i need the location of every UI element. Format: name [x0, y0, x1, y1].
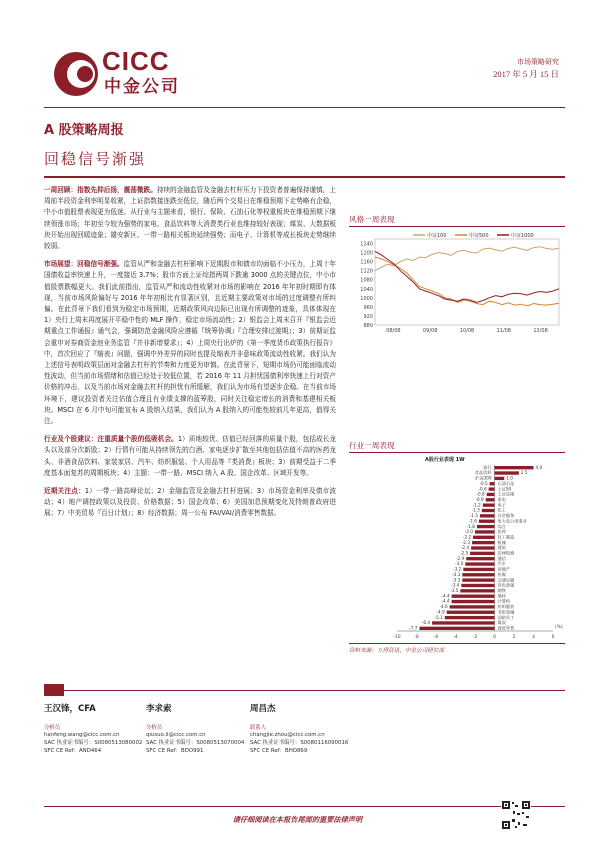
paragraph-lead: 行业及个股建议：注重质量个股的低吸机会。 — [44, 435, 178, 444]
style-line-chart — [349, 229, 565, 339]
paragraph-outlook — [44, 259, 336, 427]
data-label: -2.3 — [461, 539, 471, 545]
y-tick-label: 880 — [363, 323, 373, 329]
industry-bar — [495, 477, 505, 480]
report-date: 2017 年 5 月 15 日 — [493, 69, 559, 79]
data-label: -0.6 — [478, 486, 487, 492]
footer-divider — [44, 806, 565, 807]
y-tick-label: 1120 — [360, 268, 373, 275]
industry-bar — [486, 498, 495, 501]
cicc-logo-icon — [52, 50, 100, 98]
legend-label: 中证100 — [427, 233, 447, 239]
category-label: 汽车 — [497, 561, 506, 567]
style-perf-title: 风格一周表现 — [349, 215, 395, 224]
y-tick-label: 1160 — [360, 259, 373, 266]
x-tick-label: -4 — [453, 635, 458, 640]
industry-bar — [461, 584, 494, 587]
category-label: 计算机 — [497, 598, 511, 604]
industry-bar — [419, 627, 494, 630]
y-tick-label: 960 — [363, 304, 373, 311]
category-label: 综合 — [497, 523, 506, 529]
industry-bar — [466, 557, 494, 560]
y-tick-label: 1080 — [360, 277, 373, 284]
data-label: -4.6 — [439, 604, 448, 610]
data-label: -3.2 — [453, 566, 462, 572]
title-divider — [44, 176, 565, 178]
category-label: 房地产 — [497, 566, 511, 572]
data-label: -3.3 — [452, 577, 461, 583]
report-body — [44, 185, 336, 527]
data-label: -1.5 — [469, 513, 478, 519]
author-section-marker — [44, 684, 64, 696]
industry-bar — [473, 536, 494, 539]
panel-divider — [349, 643, 565, 644]
industry-bar — [475, 530, 495, 533]
industry-bar — [462, 578, 494, 581]
industry-bar — [483, 503, 495, 506]
data-label: -1.8 — [466, 523, 475, 529]
y-tick-label: 1200 — [360, 250, 373, 257]
category-label: 钢铁 — [497, 588, 506, 594]
y-tick-label: 920 — [363, 313, 373, 320]
category-label: 建材 — [497, 593, 506, 599]
author-license: SAC 执业证书编号：S0080116090016 — [250, 740, 349, 746]
source-note: 资料来源：万得资讯，中金公司研究部 — [349, 648, 445, 654]
qr-code-icon — [501, 800, 531, 830]
y-tick-label: 1000 — [360, 295, 373, 302]
data-label: -0.5 — [479, 480, 488, 486]
brand-name-en: CICC — [102, 46, 170, 76]
industry-bar-chart — [349, 455, 565, 642]
author-cef: SFC CE Ref：AND464 — [44, 748, 102, 754]
legend-label: 中证1000 — [511, 233, 534, 239]
industry-perf-title: 行业一周表现 — [349, 441, 395, 450]
industry-bar — [463, 568, 494, 571]
industry-bar — [445, 616, 495, 619]
category-label: 食品饮料 — [474, 470, 492, 476]
data-label: -0.9 — [475, 496, 484, 502]
data-label: -1.6 — [468, 518, 477, 524]
data-label: -2.4 — [460, 545, 470, 551]
data-label: -4.4 — [441, 593, 450, 599]
industry-bar — [482, 509, 495, 512]
data-label: -0.8 — [476, 491, 485, 497]
data-label: -2.0 — [464, 529, 473, 535]
category-label: 煤炭 — [497, 620, 506, 626]
category-label: 建筑 — [497, 545, 506, 551]
x-tick-label: 12/08 — [533, 328, 548, 334]
industry-bar — [450, 605, 495, 608]
category-label: 银行 — [483, 464, 492, 470]
category-label: 石油石化 — [497, 480, 515, 486]
category-label: 农林牧渔 — [497, 550, 515, 556]
industry-bar — [452, 595, 495, 598]
author-name: 王汉锋，CFA — [44, 704, 96, 714]
author-cef: SFC CE Ref：BDO991 — [146, 748, 204, 754]
brand-name-cn: 中金公司 — [104, 77, 180, 97]
data-label: 4.0 — [535, 464, 543, 470]
category-label: 机械 — [497, 539, 506, 545]
x-tick-label: -10 — [393, 635, 401, 640]
category-label: 商贸零售 — [497, 625, 515, 631]
x-tick-label: 6 — [551, 635, 555, 640]
x-tick-label: 11/08 — [496, 328, 512, 334]
category-label: 轻工制造 — [497, 534, 515, 540]
data-label: -2.5 — [459, 550, 469, 556]
category-label: 电子 — [497, 502, 506, 508]
author-name: 周昌杰 — [250, 704, 276, 714]
x-tick-label: 0 — [493, 635, 496, 640]
x-tick-label: 09/08 — [422, 328, 438, 334]
category-label: 上证综指 — [497, 491, 515, 497]
author-email[interactable]: changjie.zhou@cicc.com.cn — [250, 732, 325, 738]
industry-bar — [487, 493, 495, 496]
data-label: -6.4 — [421, 620, 431, 626]
paragraph-lead: 近期关注点： — [44, 487, 85, 496]
author-name: 李求索 — [146, 704, 172, 714]
data-label: -2.2 — [462, 534, 472, 540]
x-tick-label: -6 — [433, 635, 439, 640]
category-label: 沪深300 — [475, 475, 492, 481]
category-label: 电力及公用事业 — [497, 518, 527, 524]
author-role: 分析员 — [44, 725, 61, 731]
x-tick-label: -2 — [472, 635, 478, 640]
data-label: -3.4 — [451, 582, 460, 588]
industry-bar — [447, 611, 495, 614]
data-label: 2.5 — [520, 470, 528, 476]
panel-divider — [349, 452, 565, 453]
category-label: 有色金属 — [497, 582, 515, 588]
paragraph-watchlist — [44, 486, 336, 520]
data-label: 1.0 — [506, 475, 513, 481]
legal-disclaimer: 请仔细阅读在本报告尾部的重要法律声明 — [232, 815, 363, 824]
data-label: -4.4 — [441, 598, 450, 604]
x-tick-label: 4 — [532, 635, 535, 640]
category-label: 上证50 — [497, 486, 512, 492]
data-label: -7.7 — [409, 625, 418, 631]
author-role: 分析员 — [146, 725, 163, 731]
plot-area — [375, 239, 559, 325]
paragraph-lead: 一周回顾：指数先抑后扬，震荡微跌。 — [44, 186, 157, 194]
author-license: SAC 执业证书编号：S0080513070004 — [146, 740, 245, 746]
author-divider — [64, 690, 565, 691]
industry-bar — [495, 471, 519, 474]
industry-bar — [471, 546, 494, 549]
industry-bar — [495, 466, 534, 469]
paragraph-weekly-review — [44, 185, 336, 252]
industry-bar — [465, 562, 494, 565]
paragraph-text: 1）一带一路高峰论坛；2）金融监管及金融去杠杆进展；3）市场资金利率及债市波动；4）地产调控政策以及投资、价格数据；5）国企改革；6）美国加息预期变化及特朗普政府进展；7）中美贸易『百日计划』；8）经济数据；周一公布 FAI/VAI/消费零售数据。 — [44, 487, 336, 518]
industry-bar — [489, 487, 495, 490]
category-label: 交通运输 — [497, 577, 515, 583]
paragraph-text: 监管从严和金融去杠杆影响下近期股市和债市均面临不小压力，上周十年国债收益率快速上升，一度接近 3.7%；股市方面上证综指两周下跌逾 3000 点的关键点位，中小市值股票跌幅更大。我们此前指出，监管从严和流动性收紧对市场的影响在 2016 年年初时期即有体现，当前市场风险偏好与 2016 年年初相比有显著区别，且近期主要政策对市场的过度调整有所纠偏。在此背景下我们看到为稳定市场预期，近期政策风向边际已出现有所调整的迹象，具体体现在 1）央行上周末再度展开平稳中性的 MLF 操作，稳定市场流动性；2）银监会上周末召开『银监会近期重点工作通报』通气会，强调防范金融风险应遵循『统筹协调』『合理安排过渡期』；3）前期证监会重申对券商资金池业务监管『并非新增要求』；4）上周央行出炉的《第一季度货币政策执行报告》中，首次回应了『缩表』问题，强调中外差异的同时也提及缩表并非意味政策流动性收紧。我们认为上述信号表明政策层面对金融去杠杆的节奏和力度更为审慎。在此背景下，短期市场仍可能面临流动性波动，但当前市场情绪和估值已经处于较低位置，若 2016 年 11 月担忧国债利率快速上行对资产价格的冲击，以及当前市场对金融去杠杆的担忧有所缓解，我们认为市场有望逐步企稳。在当前市场环境下，建议投资者关注估值合理且有业绩支撑的蓝筹股，同时关注稳定增长的消费和基建相关板块。MSCI 在 6 月中旬可能宣布 A 股纳入结果，我们认为 A 股纳入的可能性较前几年更高，值得关注。 — [44, 260, 337, 426]
page-title: 回稳信号渐强 — [44, 150, 147, 168]
data-label: -3.3 — [452, 571, 461, 577]
category-label: 国防军工 — [497, 614, 515, 620]
y-tick-label: 1240 — [360, 241, 373, 248]
paragraph-text: 持续的金融监管及金融去杠杆压力下投资者普遍保持谨慎，上周前半段资金利率明显收紧，上证指数接连跌至低位，随后两个交易日在维稳预期下走势略有企稳，中小市值股票表现更为低迷。从行业与主题来看，银行、保险、石油石化等权重板块在维稳预期下继续领涨市场；年初至今较为强势的家电、食品饮料等大消费类行业也维持较好表现；煤炭、大数据板块开始出现回暖迹象；雄安新区、一带一路相关板块延续强势；而电子、计算机等成长板块走势继续较弱。 — [44, 186, 337, 251]
x-tick-label: 08/08 — [386, 328, 401, 334]
category-label: 化工 — [497, 507, 506, 513]
author-cef: SFC CE Ref：BHO869 — [250, 748, 308, 754]
data-label: -5.1 — [434, 614, 443, 620]
category-label: 传媒 — [497, 571, 506, 577]
industry-bar — [452, 600, 495, 603]
category-label: 通信 — [497, 555, 506, 561]
x-tick-label: 10/08 — [459, 328, 475, 334]
paragraph-recommendations — [44, 434, 336, 479]
panel-divider — [349, 226, 565, 227]
series-title: A 股策略周报 — [44, 123, 124, 138]
industry-bar — [477, 525, 495, 528]
paragraph-text: 1）质地较优、估值已经回落的质量个股，包括成长龙头以及部分次新股；2）行情有可能从持续领先的白酒、家电逐步扩散至其他包括估值不高的医药龙头、非酒食品饮料、家装家居、汽车、纺织服装、个人用品等『类消费』板块；3）前期受益于二季度基本面复苏的周期板块；4）主题：一带一路、MSCI 纳入 A 股、国企改革、区域开发等。 — [44, 435, 336, 477]
data-label: -1.2 — [472, 502, 481, 508]
category-label: 社会服务 — [497, 513, 515, 519]
y-tick-label: 1040 — [360, 286, 373, 293]
data-label: -1.3 — [471, 507, 480, 513]
industry-bar — [490, 482, 495, 485]
x-tick-label: -8 — [414, 635, 419, 640]
category-label: 非银金融 — [497, 609, 515, 615]
author-email[interactable]: hanfeng.wang@cicc.com.cn — [44, 732, 120, 738]
industry-bar — [480, 514, 495, 517]
industry-bar — [472, 541, 494, 544]
data-label: -2.9 — [456, 555, 465, 561]
author-email[interactable]: qiusuo.li@cicc.com.cn — [146, 732, 206, 738]
category-label: 家电 — [497, 496, 506, 502]
industry-bar — [479, 520, 495, 523]
author-role: 联系人 — [250, 725, 267, 731]
report-type: 市场策略研究 — [517, 58, 559, 66]
data-label: -4.9 — [436, 609, 445, 615]
unit-label: (%) — [555, 625, 563, 630]
author-license: SAC 执业证书编号：S0080513080002 — [44, 740, 143, 746]
industry-bar — [432, 621, 494, 624]
x-tick-label: 2 — [512, 635, 516, 640]
industry-bar — [460, 589, 494, 592]
industry-bar — [462, 573, 494, 576]
data-label: -3.0 — [455, 561, 464, 567]
chart-title: A股行业表现 1W — [425, 457, 465, 463]
paragraph-lead: 市场展望：回稳信号渐强。 — [44, 260, 124, 269]
legend-label: 中证500 — [469, 233, 489, 239]
category-label: 纺织服装 — [497, 604, 515, 610]
header-divider — [44, 107, 565, 108]
industry-bar — [470, 552, 494, 555]
author-card — [250, 702, 420, 755]
data-label: -3.5 — [450, 588, 459, 594]
category-label: 医药 — [497, 529, 506, 535]
